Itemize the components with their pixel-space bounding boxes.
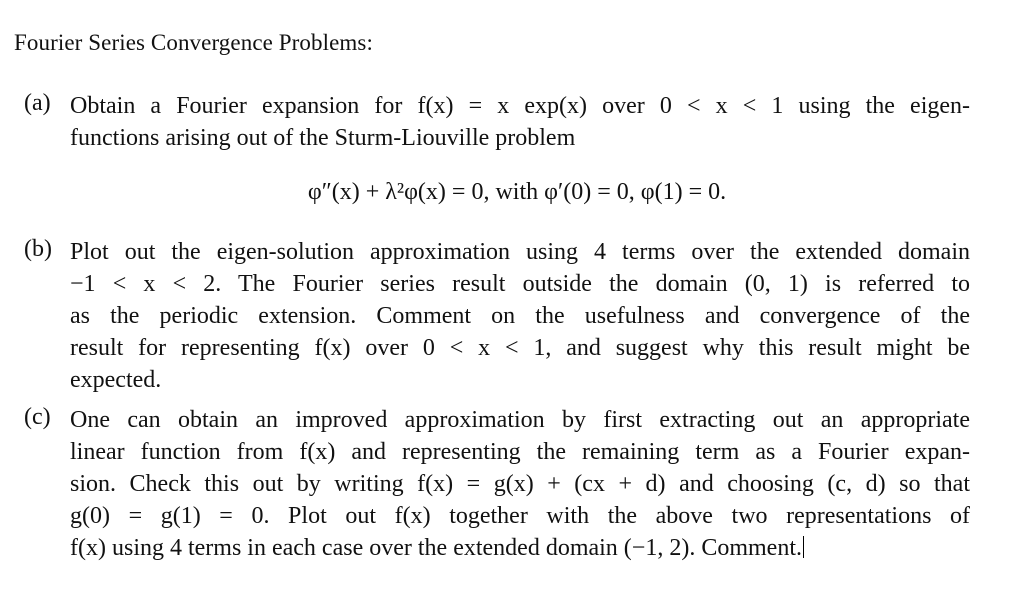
part-c-marker: (c): [24, 404, 51, 430]
part-c-line-2: linear function from f(x) and representing the remaining term as a Fourier expan-: [70, 439, 970, 465]
part-b-line-3: as the periodic extension. Comment on the usefulness and convergence of the: [70, 303, 970, 329]
part-c-line-5: [70, 532, 970, 564]
part-b-line-5: expected.: [70, 367, 162, 393]
part-c-line-3: sion. Check this out by writing f(x) = g(x) + (cx + d) and choosing (c, d) so that: [70, 471, 970, 497]
document-heading: Fourier Series Convergence Problems:: [14, 30, 373, 55]
part-a-marker: (a): [24, 90, 51, 116]
part-a-line-1: Obtain a Fourier expansion for f(x) = x exp(x) over 0 < x < 1 using the eigen-: [70, 93, 970, 119]
part-b-line-4: result for representing f(x) over 0 < x < 1, and suggest why this result might be: [70, 335, 970, 361]
part-c-line-5-text: f(x) using 4 terms in each case over the extended domain (−1, 2). Comment.: [70, 535, 802, 561]
part-c-line-1: One can obtain an improved approximation by first extracting out an appropriate: [70, 407, 970, 433]
part-b-line-2: −1 < x < 2. The Fourier series result outside the domain (0, 1) is referred to: [70, 271, 970, 297]
part-a-equation: φ″(x) + λ²φ(x) = 0, with φ′(0) = 0, φ(1) = 0.: [307, 179, 727, 205]
part-b-marker: (b): [24, 236, 52, 262]
part-a-line-2: functions arising out of the Sturm-Liouville problem: [70, 125, 576, 151]
part-b-line-1: Plot out the eigen-solution approximation using 4 terms over the extended domain: [70, 239, 970, 265]
part-c-line-4: g(0) = g(1) = 0. Plot out f(x) together with the above two representations of: [70, 503, 970, 529]
text-cursor: [803, 536, 804, 558]
